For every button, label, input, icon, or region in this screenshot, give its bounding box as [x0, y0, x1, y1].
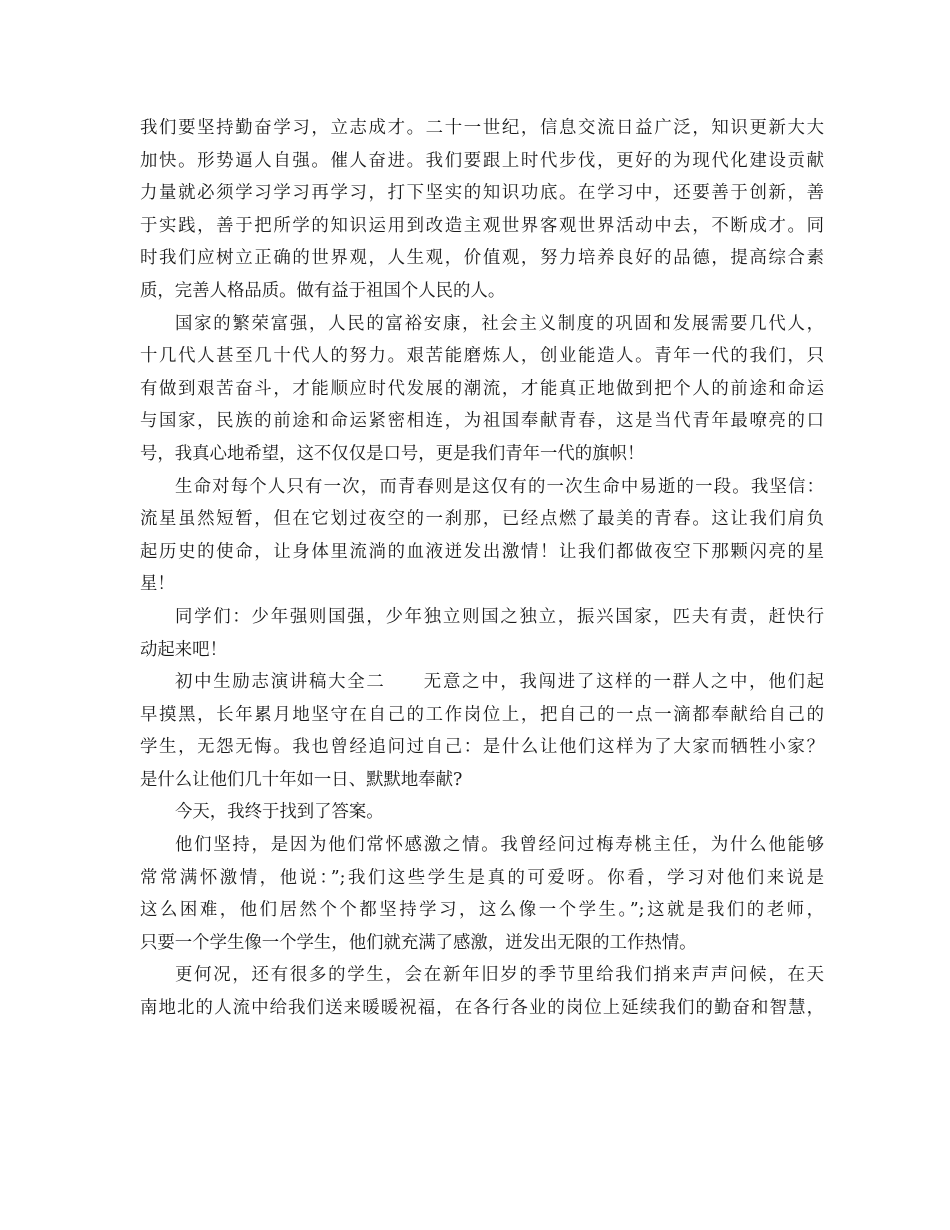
text-line: 于实践，善于把所学的知识运用到改造主观世界客观世界活动中去，不断成才。同 [140, 215, 824, 236]
text-line: 初中生励志演讲稿大全二 无意之中，我闯进了这样的一群人之中，他们起 [175, 672, 824, 693]
text-line: 只要一个学生像一个学生，他们就充满了感激，迸发出无限的工作热情。 [140, 932, 697, 953]
text-line: 有做到艰苦奋斗，才能顺应时代发展的潮流，才能真正地做到把个人的前途和命运 [140, 378, 824, 399]
text-line: 今天，我终于找到了答案。 [175, 802, 384, 823]
text-line: 同学们：少年强则国强，少年独立则国之独立，振兴国家，匹夫有责，赶快行 [175, 606, 824, 627]
text-line: 学生，无怨无悔。我也曾经追问过自己：是什么让他们这样为了大家而牺牲小家？ [140, 737, 824, 758]
text-line: 南地北的人流中给我们送来暖暖祝福，在各行各业的岗位上延续我们的勤奋和智慧， [140, 998, 824, 1019]
text-line: 动起来吧！ [140, 639, 227, 660]
text-line: 十几代人甚至几十代人的努力。艰苦能磨炼人，创业能造人。青年一代的我们，只 [140, 346, 824, 367]
text-line: 质，完善人格品质。做有益于祖国个人民的人。 [140, 280, 506, 301]
text-line: 加快。形势逼人自强。催人奋进。我们要跟上时代步伐，更好的为现代化建设贡献 [140, 150, 824, 171]
text-line: 起历史的使命，让身体里流淌的血液迸发出激情！让我们都做夜空下那颗闪亮的星 [140, 541, 824, 562]
text-line: 与国家，民族的前途和命运紧密相连，为祖国奉献青春，这是当代青年最嘹亮的口 [140, 411, 824, 432]
text-line: 更何况，还有很多的学生，会在新年旧岁的季节里给我们捎来声声问候，在天 [175, 965, 824, 986]
text-line: 流星虽然短暂，但在它划过夜空的一刹那，已经点燃了最美的青春。这让我们肩负 [140, 509, 824, 530]
text-line: 这么困难，他们居然个个都坚持学习，这么像一个学生。”;这就是我们的老师， [140, 900, 824, 921]
text-line: 他们坚持，是因为他们常怀感激之情。我曾经问过梅寿桃主任，为什么他能够 [175, 835, 824, 856]
text-line: 时我们应树立正确的世界观，人生观，价值观，努力培养良好的品德，提高综合素 [140, 248, 824, 269]
text-line: 号，我真心地希望，这不仅仅是口号，更是我们青年一代的旗帜！ [140, 443, 645, 464]
text-line: 常常满怀激情，他说：”;我们这些学生是真的可爱呀。你看，学习对他们来说是 [140, 867, 824, 888]
text-line: 我们要坚持勤奋学习，立志成才。二十一世纪，信息交流日益广泛，知识更新大大 [140, 118, 824, 138]
text-line: 是什么让他们几十年如一日、默默地奉献? [140, 769, 463, 790]
text-line: 国家的繁荣富强，人民的富裕安康，社会主义制度的巩固和发展需要几代人， [175, 313, 824, 334]
text-line: 星！ [140, 574, 175, 595]
text-line: 早摸黑，长年累月地坚守在自己的工作岗位上，把自己的一点一滴都奉献给自己的 [140, 704, 824, 725]
text-line: 力量就必须学习学习再学习，打下坚实的知识功底。在学习中，还要善于创新，善 [140, 183, 824, 204]
text-line: 生命对每个人只有一次，而青春则是这仅有的一次生命中易逝的一段。我坚信： [175, 476, 824, 497]
document-body [140, 112, 824, 1025]
